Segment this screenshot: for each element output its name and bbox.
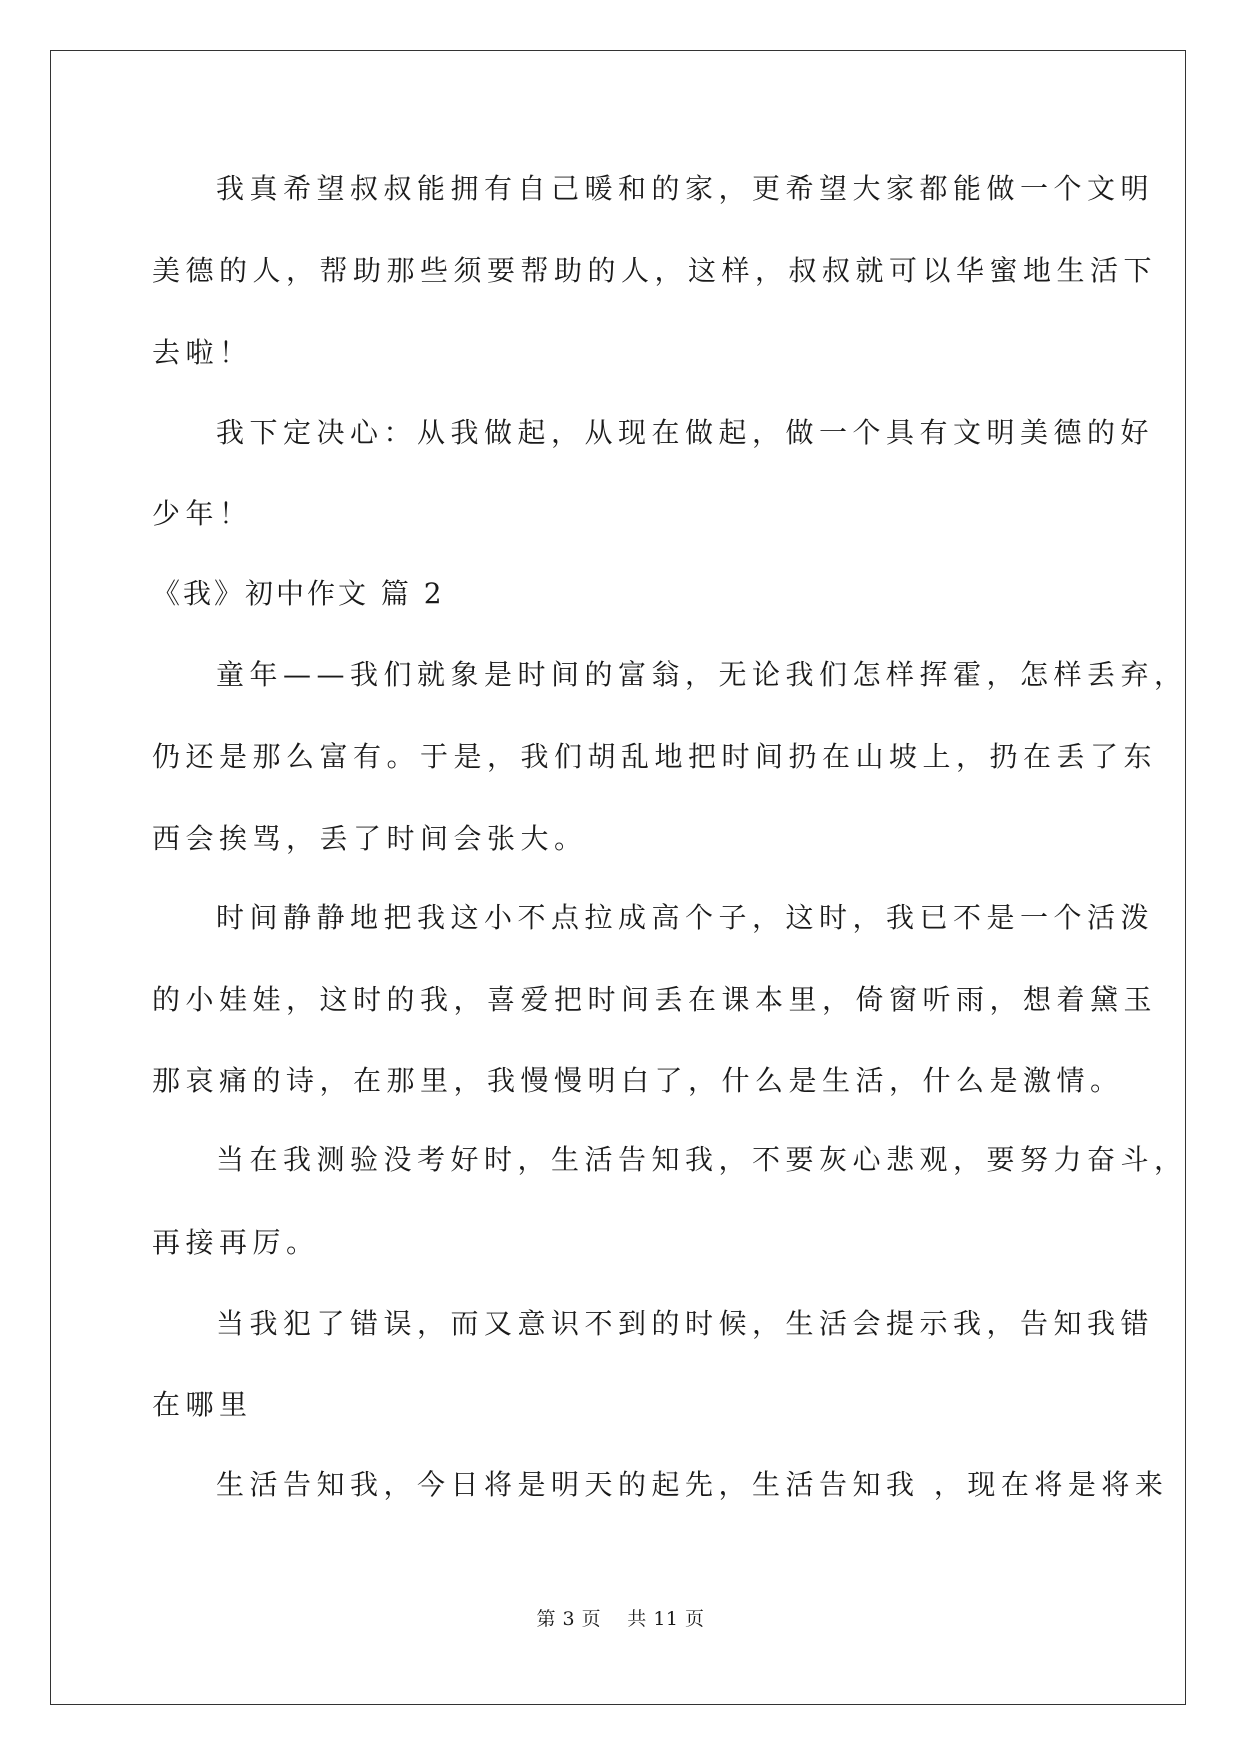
- page-border: [50, 50, 1186, 1705]
- paragraph-line: 那哀痛的诗，在那里，我慢慢明白了，什么是生活，什么是激情。: [152, 1064, 1124, 1097]
- paragraph-line: 童年——我们就象是时间的富翁，无论我们怎样挥霍，怎样丢弃，: [216, 658, 1188, 691]
- paragraph-line: 仍还是那么富有。于是，我们胡乱地把时间扔在山坡上，扔在丢了东: [152, 740, 1158, 773]
- paragraph-line: 生活告知我，今日将是明天的起先，生活告知我 ，现在将是将来: [216, 1468, 1169, 1501]
- paragraph-line: 去啦！: [152, 336, 253, 369]
- paragraph-line: 美德的人，帮助那些须要帮助的人，这样，叔叔就可以华蜜地生活下: [152, 254, 1158, 287]
- paragraph-line: 我真希望叔叔能拥有自己暖和的家，更希望大家都能做一个文明: [216, 172, 1155, 205]
- paragraph-line: 少年！: [152, 497, 253, 530]
- section-heading: 《我》初中作文 篇 2: [152, 577, 445, 610]
- paragraph-line: 西会挨骂，丢了时间会张大。: [152, 822, 588, 855]
- paragraph-line: 的小娃娃，这时的我，喜爱把时间丢在课本里，倚窗听雨，想着黛玉: [152, 983, 1158, 1016]
- paragraph-line: 在哪里: [152, 1388, 253, 1421]
- paragraph-line: 当我犯了错误，而又意识不到的时候，生活会提示我，告知我错: [216, 1307, 1155, 1340]
- paragraph-line: 再接再厉。: [152, 1226, 320, 1259]
- paragraph-line: 我下定决心：从我做起，从现在做起，做一个具有文明美德的好: [216, 416, 1155, 449]
- paragraph-line: 时间静静地把我这小不点拉成高个子，这时，我已不是一个活泼: [216, 901, 1155, 934]
- page-footer: 第 3 页 共 11 页: [536, 1608, 705, 1630]
- paragraph-line: 当在我测验没考好时，生活告知我，不要灰心悲观，要努力奋斗，: [216, 1143, 1188, 1176]
